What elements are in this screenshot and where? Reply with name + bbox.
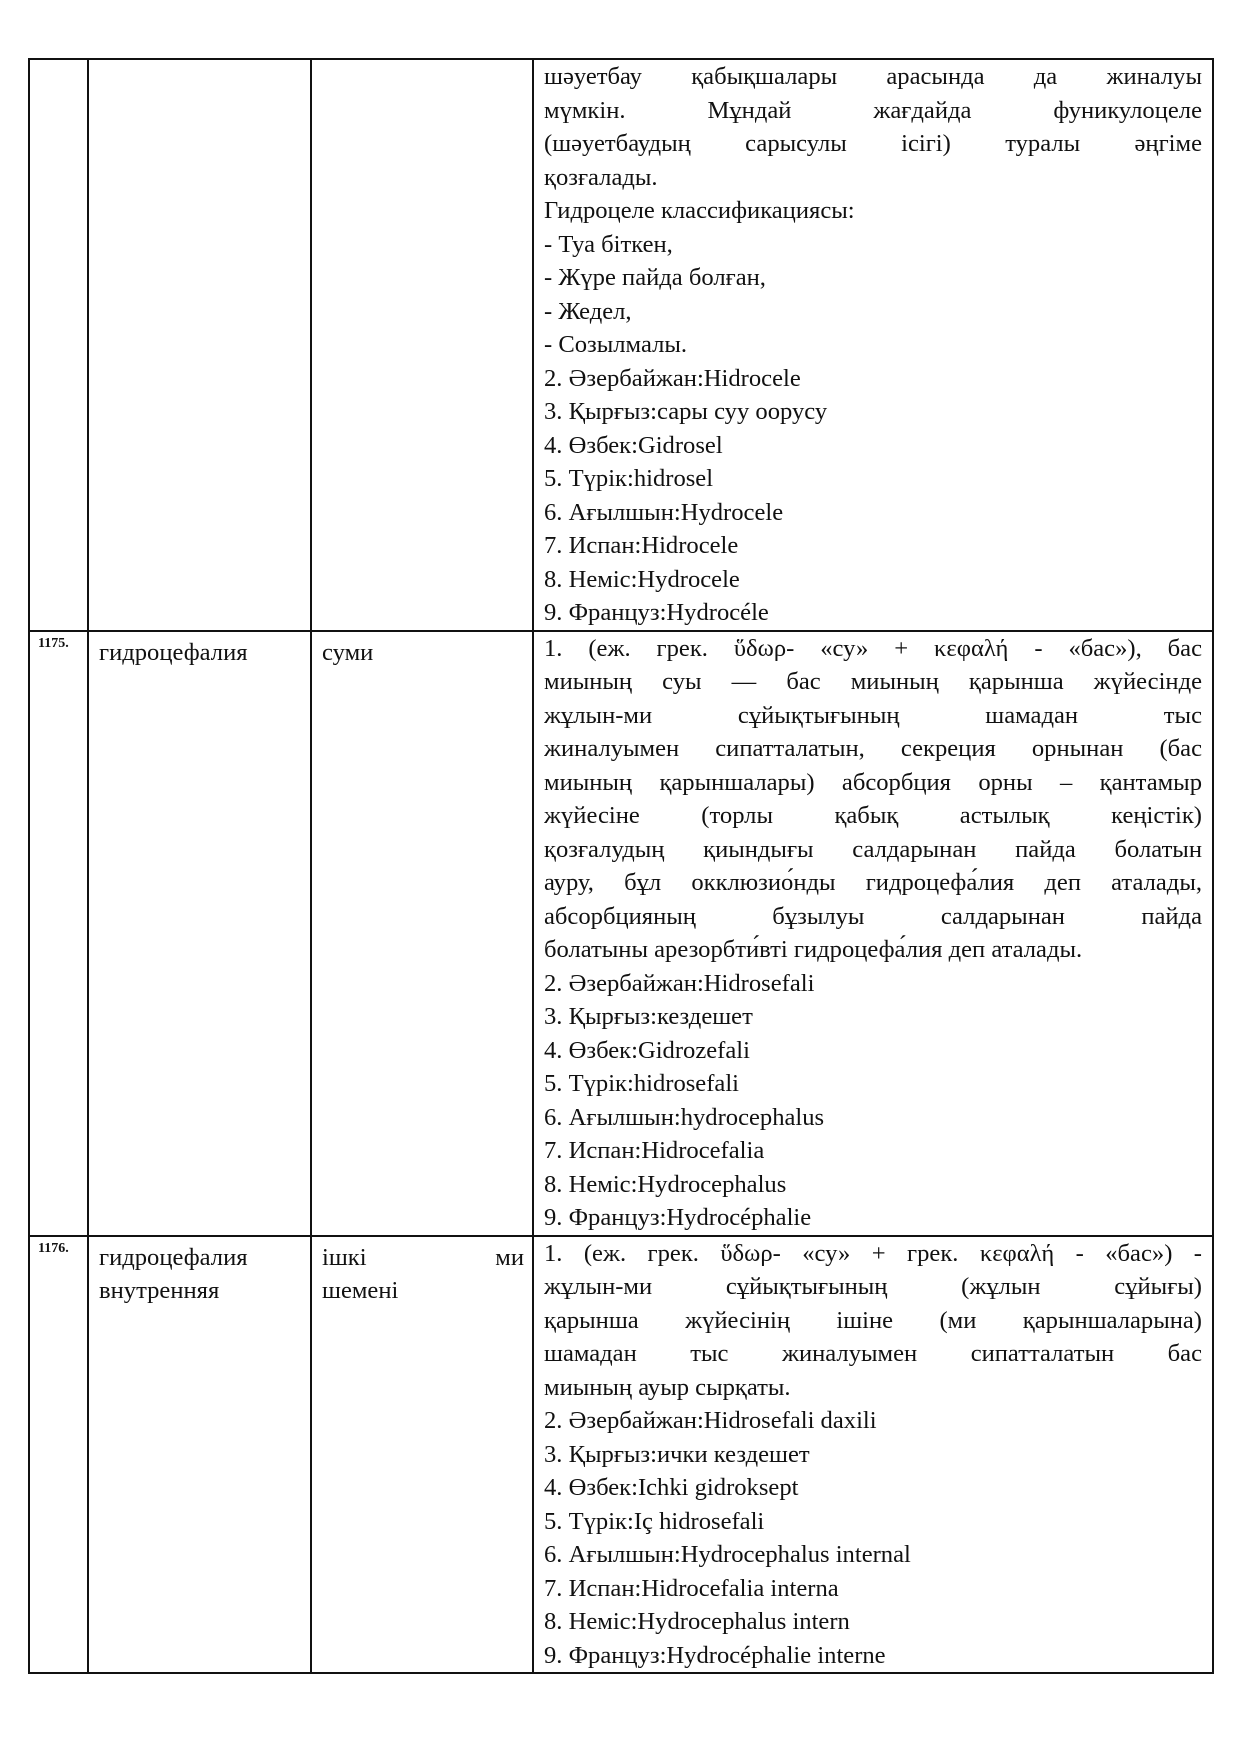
definition-line: абсорбцияның бұзылуы салдарынан пайда bbox=[544, 902, 1202, 930]
table-row bbox=[29, 631, 1213, 1236]
translation-line: 2. Әзербайжан:Hidrosefali bbox=[544, 969, 815, 997]
definition-line: миының суы — бас миының қарынша жүйесінде bbox=[544, 668, 1202, 695]
translation-line: 2. Әзербайжан:Hidrosefali daxili bbox=[544, 1407, 877, 1434]
definition-line: - Туа біткен, bbox=[544, 230, 673, 258]
definition-line: шамадан тыс жиналуымен сипатталатын бас bbox=[544, 1340, 1202, 1367]
definition-cell bbox=[533, 1236, 1213, 1674]
dictionary-table-body bbox=[29, 59, 1213, 1673]
translation-line: 5. Түрік:hidrosefali bbox=[544, 1070, 739, 1097]
entry-number bbox=[29, 59, 88, 631]
russian-term bbox=[88, 59, 311, 631]
translation-line: 5. Түрік:hidrosel bbox=[544, 465, 714, 492]
definition-line: ауру, бұл окклюзио́нды гидроцефа́лия деп аталады, bbox=[544, 869, 1202, 896]
translation-line: 3. Қырғыз:ички кездешет bbox=[544, 1440, 810, 1468]
kazakh-term-line: суми bbox=[322, 638, 374, 666]
table-row bbox=[29, 1236, 1213, 1674]
kazakh-term bbox=[311, 1236, 533, 1674]
kazakh-term bbox=[311, 631, 533, 1236]
definition-line: болатыны арезорбти́вті гидроцефа́лия деп аталады. bbox=[544, 936, 1083, 963]
definition-line: - Созылмалы. bbox=[544, 331, 688, 358]
translation-line: 6. Ағылшын:Hydrocephalus internal bbox=[544, 1541, 911, 1568]
definition-line: жұлын-ми сұйықтығының (жұлын сұйығы) bbox=[544, 1273, 1202, 1300]
definition-line: 1. (еж. грек. ὕδωρ- «су» + грек. κεφαλή - «бас») - bbox=[544, 1239, 1202, 1267]
definition-cell bbox=[533, 59, 1213, 631]
russian-term-line: гидроцефалия bbox=[99, 1243, 248, 1271]
russian-term-line: гидроцефалия bbox=[99, 638, 248, 666]
translation-line: 7. Испан:Hidrocefalia bbox=[544, 1137, 765, 1164]
definition-line: шәуетбау қабықшалары арасында да жиналуы bbox=[544, 63, 1202, 90]
dictionary-table bbox=[28, 58, 1214, 1674]
definition-line: - Жүре пайда болған, bbox=[544, 264, 766, 291]
definition-line: 1. (еж. грек. ὕδωρ- «су» + κεφαλή - «бас»), бас bbox=[544, 634, 1202, 662]
definition-cell bbox=[533, 631, 1213, 1236]
entry-number: 1176. bbox=[29, 1236, 88, 1674]
kazakh-term bbox=[311, 59, 533, 631]
kazakh-term-line: ішкі ми bbox=[322, 1243, 524, 1271]
definition-line: жиналуымен сипатталатын, секреция орнынан (бас bbox=[544, 735, 1202, 762]
translation-line: 8. Неміс:Hydrocephalus bbox=[544, 1170, 787, 1198]
translation-line: 4. Өзбек:Gidrosel bbox=[544, 431, 723, 459]
translation-line: 3. Қырғыз:кездешет bbox=[544, 1003, 753, 1030]
translation-line: 3. Қырғыз:сары суу оорусу bbox=[544, 398, 828, 425]
kazakh-term-line: шемені bbox=[322, 1277, 399, 1304]
translation-line: 6. Ағылшын:Hydrocele bbox=[544, 498, 784, 526]
russian-term bbox=[88, 631, 311, 1236]
translation-line: 8. Неміс:Hydrocele bbox=[544, 565, 740, 593]
definition-line: - Жедел, bbox=[544, 297, 632, 325]
translation-line: 4. Өзбек:Gidrozefali bbox=[544, 1036, 750, 1064]
translation-line: 4. Өзбек:Ichki gidroksept bbox=[544, 1474, 799, 1501]
translation-line: 9. Француз:Hydrocéle bbox=[544, 599, 769, 626]
definition-line: миының ауыр сырқаты. bbox=[544, 1373, 791, 1401]
definition-line: жұлын-ми сұйықтығының шамадан тыс bbox=[544, 701, 1202, 729]
definition-line: (шәуетбаудың сарысулы ісігі) туралы әңгіме bbox=[544, 130, 1202, 157]
table-row bbox=[29, 59, 1213, 631]
definition-line: Гидроцеле классификациясы: bbox=[544, 197, 855, 224]
definition-line: қозғалады. bbox=[544, 163, 658, 191]
definition-line: мүмкін. Мұндай жағдайда фуникулоцеле bbox=[544, 96, 1202, 124]
translation-line: 6. Ағылшын:hydrocephalus bbox=[544, 1103, 825, 1131]
definition-line: қозғалудың қиындығы салдарынан пайда болатын bbox=[544, 835, 1202, 863]
definition-line: миының қарыншалары) абсорбция орны – қантамыр bbox=[544, 768, 1202, 796]
russian-term-line: внутренняя bbox=[99, 1277, 220, 1304]
translation-line: 7. Испан:Hidrocefalia interna bbox=[544, 1574, 839, 1602]
translation-line: 9. Француз:Hydrocéphalie bbox=[544, 1204, 812, 1231]
translation-line: 7. Испан:Hidrocele bbox=[544, 532, 739, 559]
definition-line: қарынша жүйесінің ішіне (ми қарыншаларына) bbox=[544, 1306, 1202, 1334]
entry-number: 1175. bbox=[29, 631, 88, 1236]
translation-line: 9. Француз:Hydrocéphalie interne bbox=[544, 1641, 886, 1669]
definition-line: жүйесіне (торлы қабық астылық кеңістік) bbox=[544, 802, 1202, 829]
translation-line: 2. Әзербайжан:Hidrocele bbox=[544, 364, 801, 392]
russian-term bbox=[88, 1236, 311, 1674]
translation-line: 5. Түрік:Iç hidrosefali bbox=[544, 1507, 765, 1535]
translation-line: 8. Неміс:Hydrocephalus intern bbox=[544, 1608, 850, 1635]
